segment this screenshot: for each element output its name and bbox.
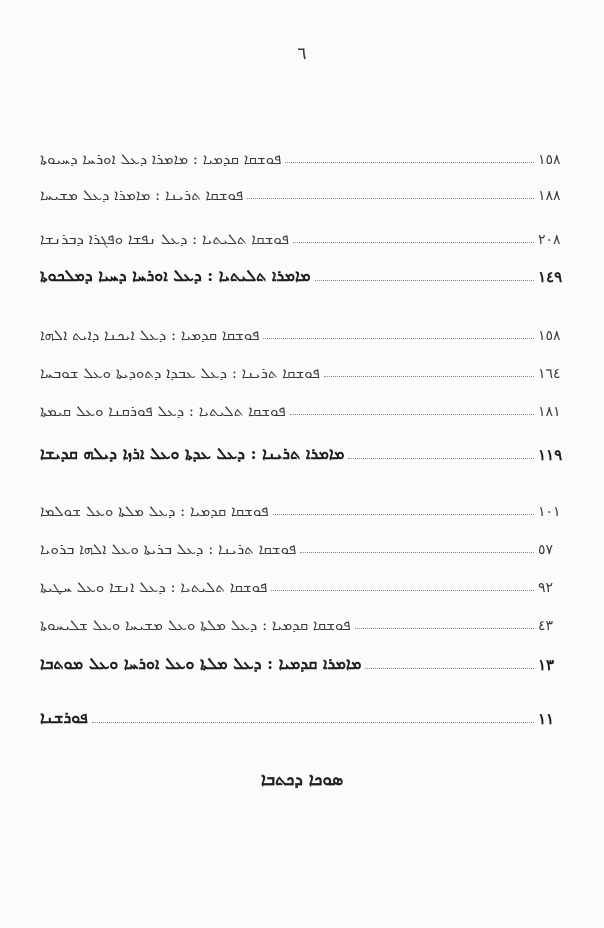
toc-entry[interactable]: [36, 494, 568, 520]
dot-leader: [300, 552, 534, 553]
dot-leader: [247, 198, 534, 199]
toc-entry-title: ܦܘܫܩܐ ܬܠܝܬܝܐ : ܕܥܠ ܦܘܪܩܢܐ ܘܥܠ ܩܝܡܬܐ: [40, 402, 286, 420]
toc-entry-page: ١٥٨: [538, 152, 561, 168]
toc-entry-page: ١٥٨: [538, 328, 561, 344]
dot-leader: [273, 514, 534, 515]
toc-section-title: ܦܘܪܫܢܐ: [40, 708, 88, 727]
toc-entry-title: ܦܘܫܩܐ ܩܕܡܝܐ : ܕܥܠ ܡܠܬܐ ܘܥܠ ܫܘܠܡܐ: [40, 502, 269, 520]
dot-leader: [355, 628, 534, 629]
dot-leader: [92, 722, 534, 723]
dot-leader: [324, 376, 534, 377]
toc-entry[interactable]: [36, 142, 568, 168]
page-number: ٦: [297, 44, 307, 64]
toc-section-title: ܡܐܡܪܐ ܩܕܡܝܐ : ܕܥܠ ܡܠܬܐ ܘܥܠ ܐܘܪܚܐ ܘܥܠ ܡܘܬܒܐ: [40, 654, 362, 673]
toc-entry-title: ܦܘܫܩܐ ܩܕܡܝܐ : ܕܥܠ ܡܠܬܐ ܘܥܠ ܡܫܝܚܐ ܘܥܠ ܫܠܝܚܘܬܐ: [40, 616, 351, 634]
toc-section-title: ܡܐܡܪܐ ܬܠܝܬܝܐ : ܕܥܠ ܐܘܪܚܐ ܕܚܝܐ ܕܡܠܟܘܬܐ: [40, 266, 311, 285]
toc-section-page: ١١: [538, 710, 555, 728]
toc-section[interactable]: [36, 438, 568, 464]
dot-leader: [293, 242, 534, 243]
dot-leader: [315, 280, 534, 281]
toc-entry-title: ܦܘܫܩܐ ܬܪܝܢܐ : ܡܐܡܪܐ ܕܥܠ ܡܫܝܚܐ: [40, 186, 244, 204]
toc-entry[interactable]: [36, 356, 568, 382]
toc-section-page: ١١٩: [538, 446, 563, 464]
toc-entry-page: ١٨١: [538, 404, 561, 420]
toc-entry[interactable]: [36, 178, 568, 204]
toc-entry[interactable]: [36, 570, 568, 596]
toc-entry-page: ٥٧: [538, 542, 554, 558]
toc-section[interactable]: [36, 648, 568, 674]
toc-entry[interactable]: [36, 608, 568, 634]
toc-entry[interactable]: [36, 318, 568, 344]
toc-entry-page: ١٦٤: [538, 366, 561, 382]
dot-leader: [365, 668, 534, 669]
toc-entry[interactable]: [36, 532, 568, 558]
toc-entry-title: ܦܘܫܩܐ ܬܠܝܬܝܐ : ܕܥܠ ܐܢܫܐ ܘܥܠ ܚܛܝܬܐ: [40, 578, 268, 596]
closing-heading: ܣܘܟܐ ܕܟܬܒܐ: [260, 770, 344, 790]
toc-entry-title: ܦܘܫܩܐ ܩܕܡܝܐ : ܕܥܠ ܐܝܟܢܐ ܕܐܝܬ ܐܠܗܐ: [40, 326, 260, 344]
dot-leader: [271, 590, 534, 591]
toc-section-title: ܡܐܡܪܐ ܬܪܝܢܐ : ܕܥܠ ܥܕܬܐ ܘܥܠ ܐܪܙܐ ܕܝܠܗ ܩܕܝܫܐ: [40, 444, 345, 463]
dot-leader: [263, 338, 534, 339]
dot-leader: [348, 458, 534, 459]
toc-section-page: ١٤٩: [538, 268, 563, 286]
toc-entry-page: ٩٢: [538, 580, 554, 596]
toc-section-page: ١٣: [538, 656, 555, 674]
toc-entry-page: ١٠١: [538, 504, 561, 520]
toc-section[interactable]: [36, 260, 568, 286]
toc-entry-title: ܦܘܫܩܐ ܬܪܝܢܐ : ܕܥܠ ܥܒܕܐ ܕܬܘܕܝܬܐ ܘܥܠ ܫܘܒܚܐ: [40, 364, 320, 382]
toc-entry[interactable]: [36, 394, 568, 420]
toc-entry[interactable]: [36, 222, 568, 248]
toc-entry-title: ܦܘܫܩܐ ܬܪܝܢܐ : ܕܥܠ ܒܪܝܬܐ ܘܥܠ ܐܠܗܐ ܒܪܘܝܐ: [40, 540, 297, 558]
toc-entry-page: ١٨٨: [538, 188, 561, 204]
dot-leader: [290, 414, 534, 415]
toc-entry-title: ܦܘܫܩܐ ܩܕܡܝܐ : ܡܐܡܪܐ ܕܥܠ ܐܘܪܚܐ ܕܚܝܘܬܐ: [40, 150, 282, 168]
toc-entry-title: ܦܘܫܩܐ ܬܠܝܬܝܐ : ܕܥܠ ܢܦܫܐ ܘܦܓܪܐ ܕܒܪܢܫܐ: [40, 230, 290, 248]
dot-leader: [285, 162, 534, 163]
toc-section[interactable]: [36, 702, 568, 728]
toc-entry-page: ٢٠٨: [538, 232, 561, 248]
toc-entry-page: ٤٣: [538, 618, 554, 634]
